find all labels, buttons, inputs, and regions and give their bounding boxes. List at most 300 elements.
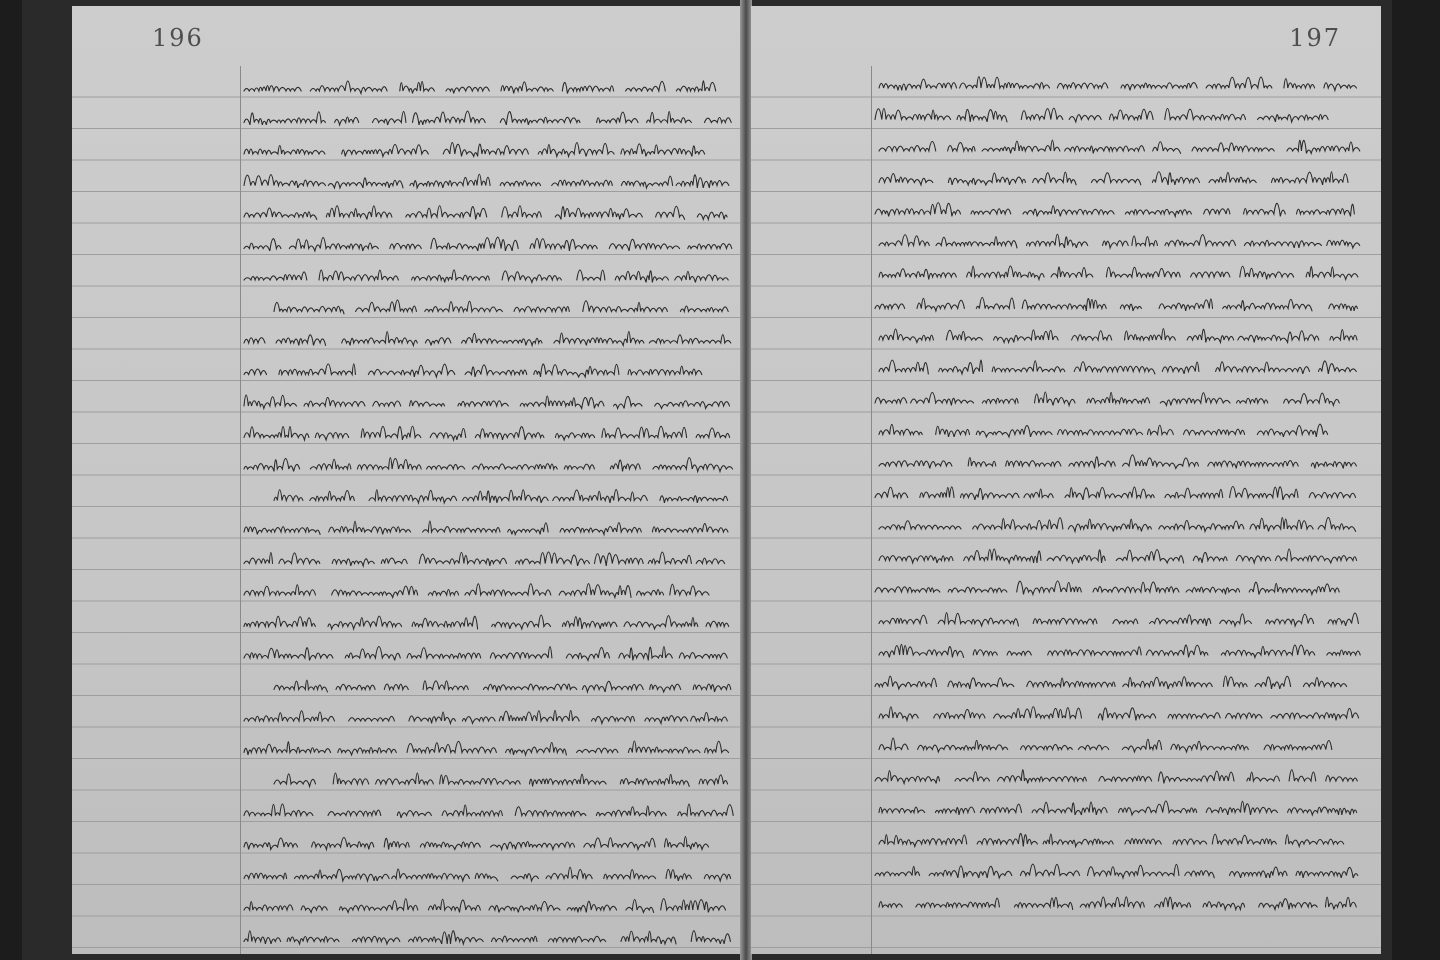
handwriting-word bbox=[626, 900, 654, 913]
handwriting-word bbox=[406, 206, 487, 220]
handwriting-word bbox=[699, 775, 728, 784]
handwriting-word bbox=[564, 464, 594, 469]
handwriting-word bbox=[1286, 835, 1344, 847]
handwriting-word bbox=[875, 676, 937, 689]
handwriting-word bbox=[338, 748, 397, 755]
handwriting-word bbox=[1191, 272, 1230, 277]
handwriting-word bbox=[602, 426, 687, 437]
handwriting-word bbox=[244, 338, 265, 343]
handwriting-word bbox=[483, 684, 576, 692]
handwriting-word bbox=[655, 401, 730, 409]
handwriting-word bbox=[1153, 142, 1181, 154]
handwriting-word bbox=[1184, 429, 1245, 434]
handwriting-word bbox=[492, 615, 551, 629]
handwriting-word bbox=[935, 807, 974, 815]
handwriting-word bbox=[515, 552, 589, 566]
handwriting-word bbox=[1159, 299, 1213, 311]
handwriting-word bbox=[1165, 235, 1236, 246]
handwriting-word bbox=[595, 553, 644, 566]
handwriting-word bbox=[442, 805, 502, 815]
handwriting-word bbox=[583, 301, 668, 312]
page-number-right: 197 bbox=[1289, 24, 1341, 52]
handwriting-word bbox=[567, 901, 617, 912]
handwriting-word bbox=[621, 144, 705, 156]
handwriting-word bbox=[428, 899, 480, 912]
handwriting-word bbox=[500, 112, 580, 125]
handwriting-word bbox=[244, 585, 316, 595]
handwriting-word bbox=[1240, 266, 1294, 279]
handwriting-word bbox=[973, 518, 1063, 529]
handwriting-word bbox=[679, 653, 727, 658]
handwriting-word bbox=[649, 335, 731, 343]
handwriting-word bbox=[446, 87, 489, 94]
handwriting-word bbox=[295, 869, 390, 881]
handwriting-word bbox=[419, 553, 506, 566]
handwriting-word bbox=[879, 807, 925, 812]
handwriting-word bbox=[670, 584, 709, 595]
handwriting-word bbox=[1058, 429, 1143, 435]
handwriting-word bbox=[369, 490, 457, 503]
handwriting-word bbox=[1020, 864, 1079, 875]
handwriting-word bbox=[1150, 615, 1211, 626]
handwriting-word bbox=[1328, 613, 1358, 626]
handwriting-word bbox=[1087, 392, 1150, 403]
handwriting-word bbox=[626, 81, 666, 91]
handwriting-word bbox=[992, 361, 1065, 372]
handwriting-word bbox=[879, 360, 928, 374]
handwriting-word bbox=[1007, 651, 1031, 655]
handwriting-word bbox=[1152, 172, 1199, 185]
handwriting-word bbox=[244, 112, 325, 125]
handwriting-word bbox=[332, 559, 374, 566]
handwriting-word bbox=[597, 112, 638, 122]
handwriting-word bbox=[1120, 304, 1141, 311]
handwriting-word bbox=[875, 771, 940, 784]
handwriting-word bbox=[1306, 267, 1358, 280]
handwriting-word bbox=[1220, 614, 1252, 626]
handwriting-word bbox=[1206, 77, 1272, 88]
handwriting-word bbox=[409, 931, 484, 944]
handwriting-word bbox=[675, 272, 729, 283]
handwriting-word bbox=[875, 203, 961, 217]
handwriting-word bbox=[680, 306, 728, 311]
handwriting-word bbox=[1319, 361, 1357, 374]
handwriting-word bbox=[706, 621, 729, 626]
handwriting-word bbox=[946, 330, 982, 340]
handwriting-word bbox=[376, 773, 434, 784]
handwriting-word bbox=[279, 553, 320, 564]
handwriting-word bbox=[596, 806, 666, 815]
handwriting-word bbox=[274, 490, 303, 501]
handwriting-word bbox=[1165, 109, 1246, 120]
handwriting-word bbox=[553, 490, 648, 503]
handwriting-word bbox=[929, 866, 1012, 878]
handwriting-word bbox=[515, 807, 586, 816]
handwriting-word bbox=[562, 82, 613, 93]
handwriting-word bbox=[555, 433, 594, 440]
handwriting-word bbox=[939, 360, 983, 374]
handwriting-word bbox=[472, 464, 557, 469]
handwriting-word bbox=[489, 902, 560, 913]
handwriting-word bbox=[976, 298, 1014, 309]
handwriting-word bbox=[319, 270, 398, 280]
handwriting-word bbox=[244, 553, 273, 564]
handwriting-word bbox=[1187, 329, 1234, 342]
handwriting-word bbox=[977, 833, 1037, 846]
handwriting-word bbox=[1206, 801, 1277, 815]
handwriting-word bbox=[1014, 897, 1072, 909]
handwriting-word bbox=[1027, 678, 1115, 687]
handwriting-word bbox=[577, 748, 618, 752]
handwriting-word bbox=[645, 716, 688, 724]
handwriting-word bbox=[274, 680, 327, 692]
handwriting-word bbox=[875, 587, 940, 592]
handwriting-word bbox=[1258, 114, 1329, 122]
handwriting-word bbox=[1287, 140, 1360, 153]
handwriting-word bbox=[1238, 331, 1319, 343]
handwriting-word bbox=[427, 464, 465, 469]
handwriting-word bbox=[676, 175, 729, 188]
handwriting-word bbox=[356, 300, 417, 311]
handwriting-word bbox=[500, 181, 540, 186]
handwriting-word bbox=[964, 549, 1041, 563]
handwriting-word bbox=[1193, 552, 1227, 562]
handwriting-word bbox=[368, 364, 454, 377]
handwriting-word bbox=[440, 775, 521, 784]
handwriting-word bbox=[1230, 487, 1298, 500]
handwriting-word bbox=[693, 684, 731, 692]
handwriting-word bbox=[1297, 204, 1355, 216]
handwriting-word bbox=[244, 146, 325, 154]
handwriting-word bbox=[875, 866, 920, 875]
handwriting-word bbox=[705, 741, 729, 752]
handwriting-word bbox=[656, 206, 685, 219]
handwriting-word bbox=[1091, 173, 1140, 185]
handwriting-word bbox=[879, 644, 964, 657]
handwriting-word bbox=[961, 488, 1020, 499]
handwriting-word bbox=[423, 681, 468, 690]
handwriting-word bbox=[1284, 79, 1315, 88]
handwriting-word bbox=[957, 109, 1007, 121]
handwriting-word bbox=[1109, 109, 1153, 119]
handwriting-word bbox=[875, 398, 907, 403]
handwriting-word bbox=[1080, 897, 1144, 907]
handwriting-word bbox=[647, 112, 692, 123]
handwriting-word bbox=[609, 239, 679, 251]
handwriting-word bbox=[279, 364, 356, 375]
handwriting-word bbox=[276, 335, 326, 346]
handwriting-word bbox=[1264, 741, 1332, 750]
handwriting-word bbox=[530, 774, 607, 786]
handwriting-word bbox=[879, 738, 908, 749]
handwriting-word bbox=[982, 398, 1018, 403]
handwriting-word bbox=[936, 426, 970, 437]
handwriting-word bbox=[475, 873, 498, 881]
handwriting-word bbox=[968, 458, 996, 466]
handwriting-word bbox=[326, 206, 392, 220]
handwriting-word bbox=[462, 717, 495, 724]
handwriting-word bbox=[315, 433, 348, 440]
handwriting-word bbox=[666, 869, 691, 881]
handwriting-word bbox=[328, 810, 381, 815]
handwriting-word bbox=[637, 590, 664, 595]
handwriting-word bbox=[502, 206, 542, 217]
handwriting-word bbox=[1048, 647, 1142, 655]
handwriting-word bbox=[310, 491, 355, 501]
handwriting-word bbox=[328, 178, 403, 188]
handwriting-word bbox=[274, 774, 316, 786]
handwriting-word bbox=[879, 902, 902, 907]
handwriting-word bbox=[244, 427, 309, 440]
handwriting-word bbox=[1203, 902, 1245, 910]
handwriting-word bbox=[342, 332, 418, 346]
handwriting-word bbox=[705, 118, 732, 123]
handwriting-word bbox=[329, 521, 411, 534]
handwriting-word bbox=[1249, 582, 1339, 594]
handwriting-word bbox=[1223, 299, 1312, 310]
handwriting-word bbox=[244, 369, 267, 374]
handwriting-word bbox=[410, 401, 445, 406]
handwriting-word bbox=[1204, 209, 1230, 214]
handwriting-word bbox=[688, 244, 732, 249]
handwriting-word bbox=[879, 615, 927, 623]
handwriting-word bbox=[1051, 267, 1093, 277]
handwriting-word bbox=[879, 461, 952, 469]
handwriting-word bbox=[244, 527, 320, 535]
handwriting-word bbox=[879, 707, 918, 720]
handwriting-word bbox=[400, 82, 435, 94]
handwriting-word bbox=[244, 395, 297, 408]
handwriting-word bbox=[349, 716, 395, 721]
handwriting-word bbox=[1035, 392, 1076, 405]
handwriting-word bbox=[465, 365, 527, 377]
handwriting-word bbox=[560, 523, 641, 535]
handwriting-word bbox=[244, 648, 333, 661]
handwriting-word bbox=[1125, 209, 1191, 216]
handwriting-word bbox=[994, 707, 1082, 718]
handwriting-word bbox=[1223, 676, 1247, 687]
handwriting-word bbox=[1330, 330, 1357, 340]
handwriting-word bbox=[650, 684, 681, 692]
handwriting-word bbox=[1266, 614, 1314, 626]
handwriting-word bbox=[1078, 745, 1108, 749]
handwriting-word bbox=[621, 176, 672, 188]
handwriting-word bbox=[620, 774, 689, 786]
handwritten-text-left bbox=[72, 6, 742, 954]
handwriting-word bbox=[373, 112, 406, 125]
handwriting-word bbox=[508, 523, 548, 534]
handwriting-word bbox=[1186, 587, 1240, 594]
handwriting-word bbox=[431, 237, 518, 251]
handwriting-word bbox=[577, 270, 605, 280]
handwriting-word bbox=[1165, 488, 1223, 497]
handwriting-word bbox=[475, 427, 544, 440]
handwriting-word bbox=[1043, 834, 1113, 846]
handwriting-word bbox=[412, 616, 478, 629]
handwriting-word bbox=[960, 77, 1050, 88]
handwriting-word bbox=[304, 397, 365, 406]
handwriting-word bbox=[506, 743, 567, 755]
handwriting-word bbox=[1027, 234, 1088, 248]
handwriting-word bbox=[336, 684, 375, 689]
handwriting-word bbox=[361, 426, 421, 440]
handwriting-word bbox=[948, 678, 1014, 689]
handwriting-word bbox=[1236, 555, 1270, 563]
handwriting-word bbox=[879, 235, 929, 246]
handwriting-word bbox=[1255, 676, 1291, 689]
handwriting-word bbox=[1259, 899, 1318, 910]
handwriting-word bbox=[879, 521, 961, 529]
handwriting-word bbox=[1327, 240, 1360, 248]
handwriting-word bbox=[1303, 678, 1346, 687]
handwriting-word bbox=[660, 496, 728, 503]
handwriting-word bbox=[1069, 457, 1115, 469]
handwriting-word bbox=[691, 713, 728, 722]
handwriting-word bbox=[1216, 362, 1310, 374]
handwriting-word bbox=[546, 867, 592, 878]
handwriting-word bbox=[1275, 549, 1356, 563]
handwriting-word bbox=[652, 524, 728, 532]
handwriting-word bbox=[1103, 241, 1129, 248]
handwriting-word bbox=[875, 304, 905, 309]
handwriting-word bbox=[875, 487, 908, 497]
handwriting-word bbox=[244, 838, 298, 849]
handwriting-word bbox=[1069, 115, 1101, 122]
handwriting-word bbox=[1047, 550, 1105, 563]
handwriting-word bbox=[875, 109, 951, 120]
handwriting-word bbox=[691, 931, 730, 944]
handwriting-word bbox=[333, 773, 369, 784]
handwriting-word bbox=[425, 338, 451, 346]
handwriting-word bbox=[971, 209, 1011, 214]
handwriting-word bbox=[342, 145, 429, 157]
handwriting-word bbox=[373, 401, 401, 406]
handwriting-word bbox=[357, 458, 421, 469]
handwriting-word bbox=[582, 681, 643, 692]
handwriting-word bbox=[244, 459, 300, 472]
handwriting-word bbox=[554, 332, 644, 346]
handwriting-word bbox=[1173, 839, 1207, 844]
handwriting-word bbox=[1122, 739, 1161, 752]
handwriting-word bbox=[704, 874, 730, 881]
handwriting-word bbox=[458, 401, 508, 406]
handwriting-word bbox=[511, 874, 538, 881]
handwriting-word bbox=[1296, 867, 1358, 877]
handwriting-word bbox=[1023, 206, 1114, 217]
handwriting-word bbox=[619, 647, 673, 661]
handwriting-word bbox=[665, 837, 709, 850]
handwriting-word bbox=[244, 86, 301, 91]
handwriting-word bbox=[1021, 108, 1063, 119]
handwritten-text-right bbox=[751, 6, 1381, 954]
handwriting-word bbox=[911, 393, 974, 406]
handwriting-word bbox=[982, 140, 1060, 153]
handwriting-word bbox=[1098, 708, 1155, 720]
handwriting-word bbox=[1257, 424, 1327, 437]
handwriting-word bbox=[879, 174, 933, 185]
handwriting-word bbox=[1247, 772, 1280, 781]
handwriting-word bbox=[1250, 518, 1313, 532]
handwriting-word bbox=[879, 79, 957, 90]
handwriting-word bbox=[918, 740, 1008, 752]
handwriting-word bbox=[501, 82, 553, 94]
handwriting-word bbox=[244, 272, 307, 280]
handwriting-word bbox=[420, 842, 480, 849]
handwriting-word bbox=[1033, 172, 1077, 185]
handwriting-word bbox=[1244, 240, 1321, 248]
handwriting-word bbox=[465, 584, 551, 595]
handwriting-word bbox=[1309, 492, 1355, 497]
handwriting-word bbox=[879, 835, 967, 847]
handwriting-word bbox=[335, 117, 359, 125]
handwriting-word bbox=[287, 937, 339, 944]
handwriting-word bbox=[381, 558, 407, 563]
handwriting-word bbox=[653, 458, 733, 472]
handwriting-word bbox=[934, 709, 985, 718]
handwriting-word bbox=[967, 266, 1045, 279]
handwriting-word bbox=[352, 936, 399, 944]
handwriting-word bbox=[1006, 461, 1061, 466]
handwriting-word bbox=[244, 208, 317, 219]
handwriting-word bbox=[1121, 83, 1197, 91]
handwriting-word bbox=[1072, 331, 1112, 340]
handwriting-word bbox=[973, 650, 997, 655]
handwriting-word bbox=[614, 396, 642, 408]
handwriting-word bbox=[1119, 801, 1197, 815]
handwriting-word bbox=[1088, 864, 1179, 878]
handwriting-word bbox=[244, 742, 331, 755]
handwriting-word bbox=[548, 936, 605, 941]
handwriting-word bbox=[552, 180, 613, 185]
handwriting-word bbox=[392, 869, 470, 881]
handwriting-word bbox=[976, 426, 1052, 437]
handwriting-word bbox=[980, 804, 1021, 812]
handwriting-word bbox=[310, 459, 351, 469]
handwriting-word bbox=[492, 936, 538, 941]
handwriting-word bbox=[1208, 461, 1298, 469]
handwriting-word bbox=[1192, 143, 1274, 151]
handwriting-word bbox=[1106, 267, 1180, 277]
handwriting-word bbox=[1329, 304, 1358, 311]
handwriting-word bbox=[1185, 871, 1215, 878]
handwriting-word bbox=[412, 270, 490, 282]
handwriting-word bbox=[1318, 518, 1356, 532]
handwriting-word bbox=[1123, 455, 1199, 468]
handwriting-word bbox=[534, 364, 619, 377]
handwriting-word bbox=[244, 931, 281, 944]
handwriting-word bbox=[1168, 713, 1220, 718]
handwriting-word bbox=[514, 307, 569, 312]
handwriting-word bbox=[1159, 520, 1244, 531]
handwriting-word bbox=[1123, 677, 1212, 689]
handwriting-word bbox=[1272, 172, 1349, 185]
handwriting-word bbox=[948, 587, 1007, 592]
handwriting-word bbox=[916, 898, 1000, 907]
handwriting-word bbox=[562, 617, 617, 629]
handwriting-word bbox=[244, 902, 293, 910]
handwriting-word bbox=[312, 838, 374, 850]
handwriting-word bbox=[530, 239, 597, 251]
page-number-left: 196 bbox=[152, 24, 204, 52]
right-page bbox=[750, 6, 1381, 954]
handwriting-word bbox=[566, 648, 609, 661]
handwriting-word bbox=[879, 269, 956, 280]
handwriting-word bbox=[661, 899, 726, 913]
handwriting-word bbox=[425, 301, 503, 311]
handwriting-word bbox=[490, 647, 552, 658]
handwriting-word bbox=[1311, 462, 1356, 469]
handwriting-word bbox=[244, 175, 326, 188]
